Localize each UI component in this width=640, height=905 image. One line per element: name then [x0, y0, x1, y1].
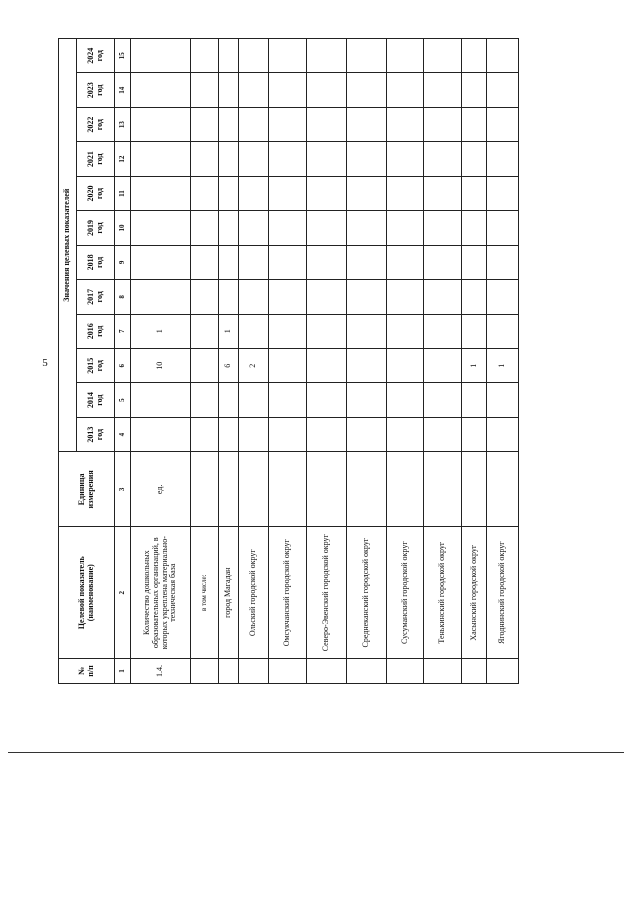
- row-value: [239, 211, 269, 245]
- header-year: 2013 год: [77, 417, 115, 451]
- row-name: Сусуманский городской округ: [387, 527, 424, 659]
- row-value: [347, 176, 387, 210]
- row-value: [239, 417, 269, 451]
- row-value: [387, 73, 424, 107]
- rotated-table-frame: [58, 38, 507, 684]
- row-value: [269, 176, 307, 210]
- column-number: 4: [115, 417, 131, 451]
- row-value: [269, 107, 307, 141]
- row-value: [307, 417, 347, 451]
- row-value: [347, 383, 387, 417]
- row-value: [347, 417, 387, 451]
- row-value: [307, 245, 347, 279]
- header-row: [59, 39, 77, 684]
- row-value: [131, 211, 191, 245]
- column-number: 7: [115, 314, 131, 348]
- row-value: [387, 142, 424, 176]
- row-value: [347, 107, 387, 141]
- row-unit: [219, 452, 239, 527]
- row-value: [424, 280, 462, 314]
- column-number: 12: [115, 142, 131, 176]
- row-value: [219, 73, 239, 107]
- row-value: [269, 142, 307, 176]
- row-value: [387, 417, 424, 451]
- row-num: [269, 658, 307, 683]
- row-name: Хасынский городской округ: [462, 527, 487, 659]
- row-value: [487, 142, 519, 176]
- row-unit: [487, 452, 519, 527]
- row-num: [307, 658, 347, 683]
- row-value: 1: [131, 314, 191, 348]
- row-value: [219, 245, 239, 279]
- row-value: [239, 314, 269, 348]
- row-value: [487, 383, 519, 417]
- row-value: [269, 314, 307, 348]
- row-value: [131, 245, 191, 279]
- column-number: 2: [115, 527, 131, 659]
- table-row: [487, 39, 519, 684]
- header-year: 2022 год: [77, 107, 115, 141]
- row-unit: [239, 452, 269, 527]
- table-row: [269, 39, 307, 684]
- row-value: [462, 245, 487, 279]
- row-value: [487, 245, 519, 279]
- row-value: [219, 280, 239, 314]
- row-value: [191, 383, 219, 417]
- row-value: [424, 314, 462, 348]
- row-value: [487, 211, 519, 245]
- row-value: [131, 142, 191, 176]
- row-value: [131, 39, 191, 74]
- table-row: [387, 39, 424, 684]
- row-value: [239, 73, 269, 107]
- row-name: в том числе:: [191, 527, 219, 659]
- column-number: 3: [115, 452, 131, 527]
- header-year: 2019 год: [77, 211, 115, 245]
- row-value: [191, 280, 219, 314]
- row-value: [191, 314, 219, 348]
- row-value: [131, 107, 191, 141]
- column-number: 13: [115, 107, 131, 141]
- row-value: [387, 39, 424, 74]
- row-value: [269, 245, 307, 279]
- row-value: [239, 176, 269, 210]
- target-indicators-table: [58, 38, 519, 684]
- row-value: [239, 39, 269, 74]
- row-value: [191, 107, 219, 141]
- row-value: [191, 349, 219, 383]
- row-value: [219, 383, 239, 417]
- header-year: 2015 год: [77, 349, 115, 383]
- row-value: [347, 73, 387, 107]
- column-number: 11: [115, 176, 131, 210]
- row-value: 6: [219, 349, 239, 383]
- row-value: [191, 73, 219, 107]
- header-year: 2024 год: [77, 39, 115, 74]
- row-value: 1: [487, 349, 519, 383]
- row-unit: [191, 452, 219, 527]
- header-year: 2016 год: [77, 314, 115, 348]
- row-value: [424, 142, 462, 176]
- row-value: 2: [239, 349, 269, 383]
- row-value: [424, 383, 462, 417]
- header-year: 2021 год: [77, 142, 115, 176]
- header-year: 2014 год: [77, 383, 115, 417]
- row-unit: [347, 452, 387, 527]
- row-value: [239, 383, 269, 417]
- row-value: [347, 142, 387, 176]
- row-value: [424, 73, 462, 107]
- row-value: [219, 107, 239, 141]
- row-value: [239, 142, 269, 176]
- row-value: [387, 211, 424, 245]
- row-unit: ед.: [131, 452, 191, 527]
- page-number: 5: [42, 357, 48, 369]
- row-value: [347, 349, 387, 383]
- row-value: [269, 280, 307, 314]
- row-value: [347, 245, 387, 279]
- row-value: [487, 73, 519, 107]
- row-name: Ольский городской округ: [239, 527, 269, 659]
- row-value: [239, 107, 269, 141]
- row-value: [462, 73, 487, 107]
- header-year: 2017 год: [77, 280, 115, 314]
- horizontal-rule: [8, 752, 624, 753]
- column-number: 15: [115, 39, 131, 74]
- row-value: [487, 107, 519, 141]
- row-value: [462, 39, 487, 74]
- row-value: [219, 176, 239, 210]
- row-value: [424, 417, 462, 451]
- row-value: [462, 314, 487, 348]
- row-num: [191, 658, 219, 683]
- row-value: [131, 73, 191, 107]
- table-row: [462, 39, 487, 684]
- row-value: [307, 142, 347, 176]
- row-value: [347, 39, 387, 74]
- table-row: [307, 39, 347, 684]
- row-value: [219, 142, 239, 176]
- row-value: [307, 211, 347, 245]
- row-num: 1.4.: [131, 658, 191, 683]
- row-name: Количество дошкольных образовательных организаций, в которых укреплена материально-техническая база: [131, 527, 191, 659]
- row-value: [487, 314, 519, 348]
- row-value: [307, 107, 347, 141]
- row-value: [462, 142, 487, 176]
- row-value: [387, 245, 424, 279]
- row-value: [131, 417, 191, 451]
- header-values-group: Значения целевых показателей: [59, 39, 77, 452]
- row-num: [387, 658, 424, 683]
- header-indicator: Целевой показатель (наименование): [59, 527, 115, 659]
- header-year: 2018 год: [77, 245, 115, 279]
- row-value: [219, 211, 239, 245]
- row-value: [387, 383, 424, 417]
- row-value: [191, 211, 219, 245]
- row-value: [269, 211, 307, 245]
- row-num: [462, 658, 487, 683]
- row-value: [307, 383, 347, 417]
- row-value: 1: [219, 314, 239, 348]
- row-value: [239, 245, 269, 279]
- row-value: [191, 417, 219, 451]
- column-number: 1: [115, 658, 131, 683]
- row-value: [191, 176, 219, 210]
- row-num: [487, 658, 519, 683]
- row-value: [487, 176, 519, 210]
- table-row: [424, 39, 462, 684]
- row-value: [387, 176, 424, 210]
- row-value: [219, 39, 239, 74]
- row-value: [487, 417, 519, 451]
- row-value: [191, 39, 219, 74]
- column-number: 6: [115, 349, 131, 383]
- row-value: [131, 176, 191, 210]
- row-value: [219, 417, 239, 451]
- row-value: [307, 349, 347, 383]
- row-name: город Магадан: [219, 527, 239, 659]
- row-value: [387, 349, 424, 383]
- row-value: [307, 280, 347, 314]
- column-number: 9: [115, 245, 131, 279]
- row-value: [269, 383, 307, 417]
- row-unit: [387, 452, 424, 527]
- row-value: [347, 314, 387, 348]
- row-value: [462, 417, 487, 451]
- row-num: [347, 658, 387, 683]
- column-number: 14: [115, 73, 131, 107]
- row-unit: [307, 452, 347, 527]
- table-row: [347, 39, 387, 684]
- row-value: [387, 314, 424, 348]
- row-unit: [462, 452, 487, 527]
- row-name: Северо-Эвенский городской округ: [307, 527, 347, 659]
- column-number: 10: [115, 211, 131, 245]
- table-row: [219, 39, 239, 684]
- row-value: [462, 383, 487, 417]
- row-value: [387, 280, 424, 314]
- row-value: [131, 383, 191, 417]
- row-value: 10: [131, 349, 191, 383]
- header-year: 2020 год: [77, 176, 115, 210]
- row-name: Тенькинский городской округ: [424, 527, 462, 659]
- row-unit: [269, 452, 307, 527]
- row-value: [347, 280, 387, 314]
- row-value: [347, 211, 387, 245]
- row-name: Среднеканский городской округ: [347, 527, 387, 659]
- row-value: [131, 280, 191, 314]
- row-value: [269, 349, 307, 383]
- column-numbers-row: [115, 39, 131, 684]
- row-value: [307, 176, 347, 210]
- header-unit: Единица измерения: [59, 452, 115, 527]
- table-row: [131, 39, 191, 684]
- row-value: [239, 280, 269, 314]
- row-value: [462, 211, 487, 245]
- row-value: [269, 417, 307, 451]
- row-name: Омсукчанский городской округ: [269, 527, 307, 659]
- row-value: [424, 39, 462, 74]
- row-value: [462, 176, 487, 210]
- table-row: [191, 39, 219, 684]
- table-row: [239, 39, 269, 684]
- row-value: [462, 107, 487, 141]
- row-value: [462, 280, 487, 314]
- row-value: [424, 349, 462, 383]
- row-value: [269, 39, 307, 74]
- row-value: [424, 245, 462, 279]
- row-value: [487, 280, 519, 314]
- column-number: 5: [115, 383, 131, 417]
- row-value: [424, 176, 462, 210]
- row-value: 1: [462, 349, 487, 383]
- row-num: [239, 658, 269, 683]
- row-value: [487, 39, 519, 74]
- column-number: 8: [115, 280, 131, 314]
- row-value: [307, 73, 347, 107]
- header-num: № п/п: [59, 658, 115, 683]
- row-value: [307, 314, 347, 348]
- header-year: 2023 год: [77, 73, 115, 107]
- row-value: [387, 107, 424, 141]
- row-value: [424, 107, 462, 141]
- row-unit: [424, 452, 462, 527]
- row-num: [424, 658, 462, 683]
- row-value: [269, 73, 307, 107]
- row-value: [424, 211, 462, 245]
- row-value: [307, 39, 347, 74]
- row-value: [191, 245, 219, 279]
- row-num: [219, 658, 239, 683]
- row-value: [191, 142, 219, 176]
- row-name: Ягоднинский городской округ: [487, 527, 519, 659]
